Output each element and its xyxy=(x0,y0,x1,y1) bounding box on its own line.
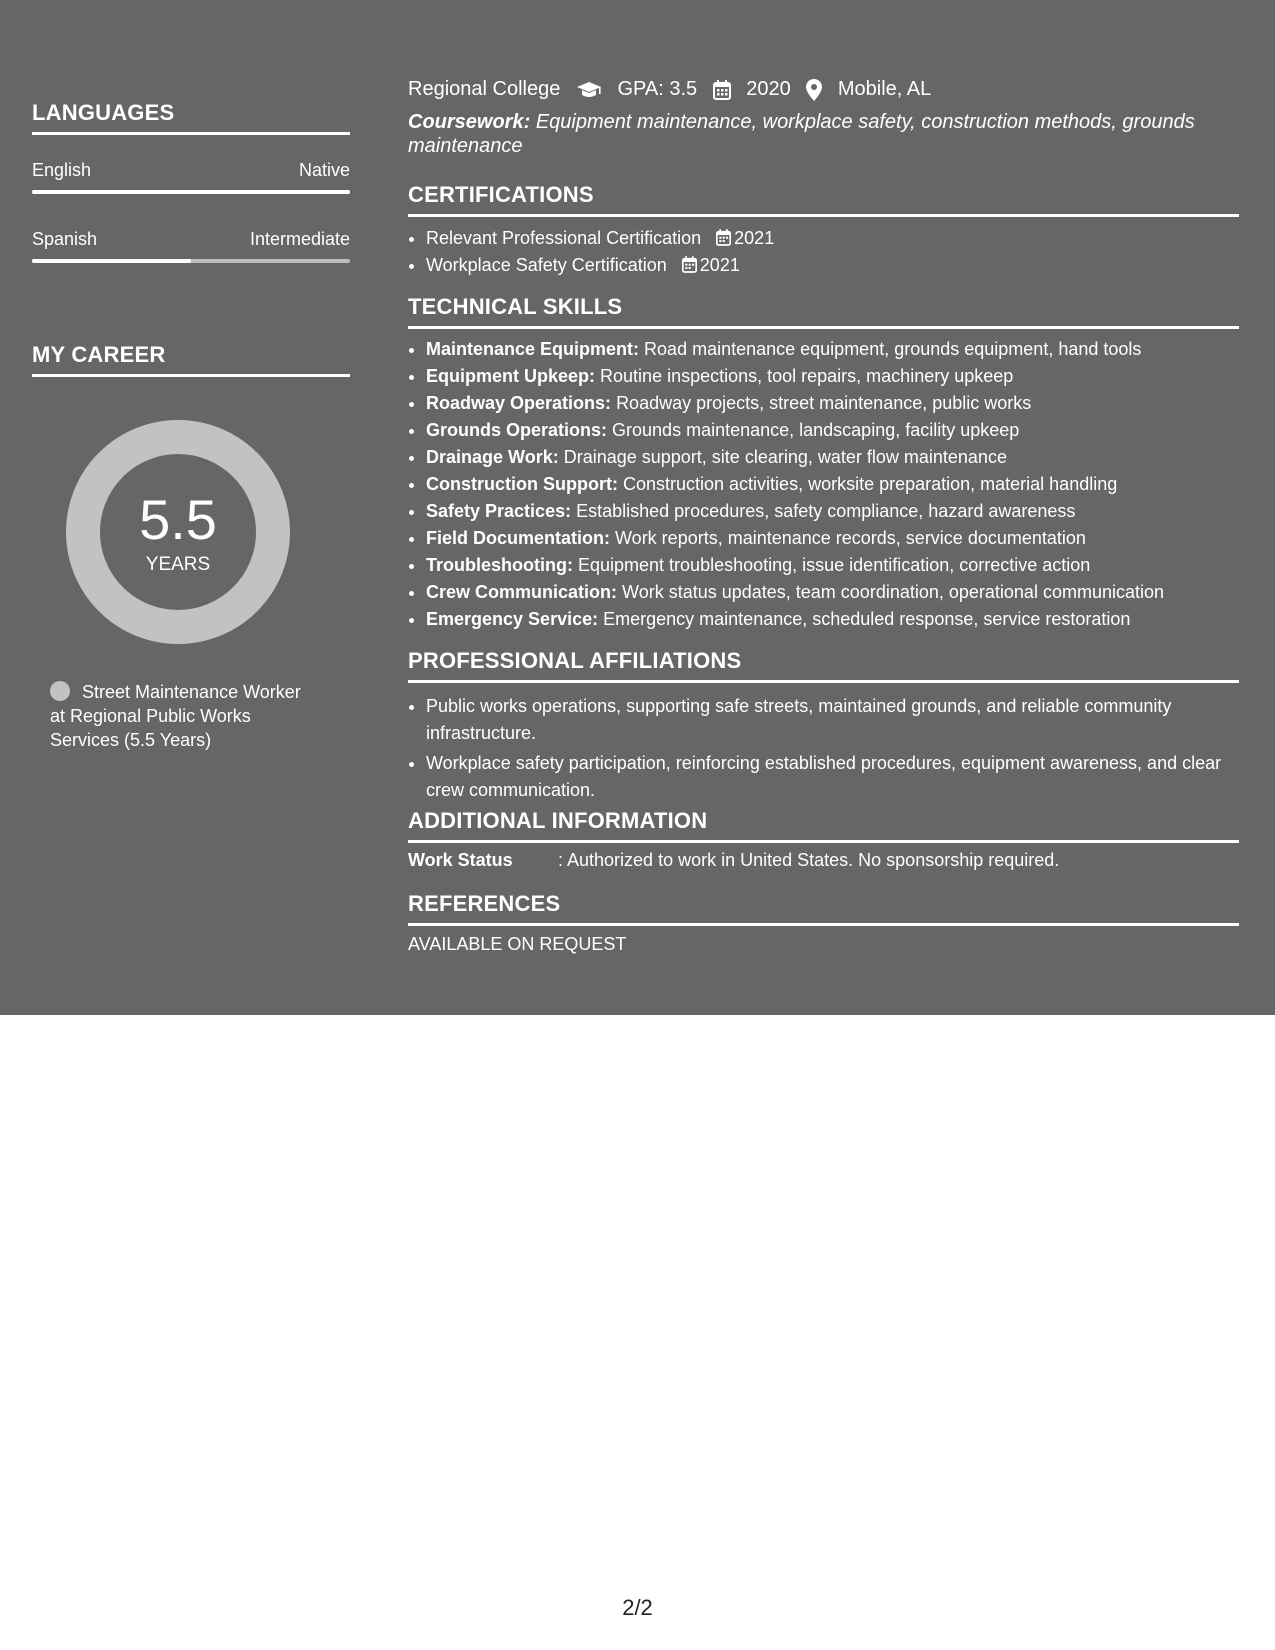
location-pin-icon xyxy=(806,79,822,101)
skill-text: Routine inspections, tool repairs, machinery upkeep xyxy=(600,366,1014,386)
list-item xyxy=(426,444,1239,471)
list-item xyxy=(426,525,1239,552)
section-divider xyxy=(32,132,350,135)
skill-label: Grounds Operations: xyxy=(426,420,608,440)
skill-text: Equipment troubleshooting, issue identification, corrective action xyxy=(578,555,1091,575)
skill-text: Road maintenance equipment, grounds equipment, hand tools xyxy=(644,339,1142,359)
list-item xyxy=(426,552,1239,579)
education-location: Mobile, AL xyxy=(837,78,932,101)
section-divider xyxy=(408,840,1239,843)
skill-text: Emergency maintenance, scheduled response, service restoration xyxy=(603,609,1131,629)
work-status-label: Work Status xyxy=(408,850,513,870)
languages-heading: LANGUAGES xyxy=(32,100,175,125)
skill-label: Drainage Work: xyxy=(426,447,559,467)
coursework xyxy=(408,110,1239,158)
career-dot-icon xyxy=(50,681,70,701)
list-item xyxy=(426,579,1239,606)
career-section xyxy=(32,342,350,377)
career-entry-text: Street Maintenance Worker at Regional Public Works Services (5.5 Years) xyxy=(50,682,301,750)
list-item xyxy=(426,225,1239,252)
references-text: AVAILABLE ON REQUEST xyxy=(408,934,627,954)
section-divider xyxy=(408,923,1239,926)
affiliations-list xyxy=(408,693,1239,804)
language-name: English xyxy=(32,160,92,180)
certifications-section xyxy=(408,182,1239,279)
affiliations-heading: PROFESSIONAL AFFILIATIONS xyxy=(408,648,742,673)
calendar-icon xyxy=(716,229,731,246)
skill-text: Established procedures, safety compliance, hazard awareness xyxy=(576,501,1076,521)
technical-skills-section xyxy=(408,294,1239,633)
list-item xyxy=(426,363,1239,390)
skill-label: Construction Support: xyxy=(426,474,618,494)
technical-skills-heading: TECHNICAL SKILLS xyxy=(408,294,623,319)
certifications-heading: CERTIFICATIONS xyxy=(408,182,594,207)
list-item: • Workplace safety participation, reinforcing established procedures, equipment awareness, and clear crew communication. xyxy=(426,750,1239,804)
graduation-cap-icon xyxy=(576,81,602,99)
language-level: Native xyxy=(298,160,350,180)
page-number: 2/2 xyxy=(622,1595,653,1620)
language-proficiency-bar xyxy=(32,259,350,263)
certification-name: Workplace Safety Certification xyxy=(426,255,667,275)
proficiency-fill xyxy=(32,190,350,194)
proficiency-fill xyxy=(32,259,191,263)
career-years-unit: YEARS xyxy=(145,554,211,575)
career-heading: MY CAREER xyxy=(32,342,166,367)
skill-label: Safety Practices: xyxy=(426,501,572,521)
calendar-icon xyxy=(682,256,697,273)
affiliations-section xyxy=(408,648,1239,807)
calendar-icon xyxy=(713,80,731,100)
section-divider xyxy=(32,374,350,377)
certification-year: 2021 xyxy=(699,255,740,275)
list-item xyxy=(426,252,1239,279)
career-years-label xyxy=(66,420,290,644)
language-name: Spanish xyxy=(32,229,98,249)
languages-section xyxy=(32,100,350,135)
career-entry xyxy=(50,680,320,752)
skills-list xyxy=(408,336,1239,633)
certifications-list xyxy=(408,225,1239,279)
skill-label: Crew Communication: xyxy=(426,582,618,602)
skill-text: Roadway projects, street maintenance, public works xyxy=(616,393,1032,413)
list-item xyxy=(426,498,1239,525)
skill-text: Work status updates, team coordination, operational communication xyxy=(622,582,1164,602)
skill-label: Equipment Upkeep: xyxy=(426,366,596,386)
section-divider xyxy=(408,326,1239,329)
references-heading: REFERENCES xyxy=(408,891,561,916)
work-status xyxy=(408,850,1059,871)
education-school: Regional College xyxy=(408,78,561,101)
additional-info-section xyxy=(408,808,1239,843)
list-item xyxy=(426,390,1239,417)
list-item xyxy=(426,471,1239,498)
additional-info-heading: ADDITIONAL INFORMATION xyxy=(408,808,708,833)
list-item xyxy=(426,336,1239,363)
references-section xyxy=(408,891,1239,926)
skill-text: Drainage support, site clearing, water flow maintenance xyxy=(563,447,1007,467)
skill-label: Emergency Service: xyxy=(426,609,599,629)
education-gpa: GPA: 3.5 xyxy=(617,78,698,101)
list-item xyxy=(426,417,1239,444)
coursework-label: Coursework: xyxy=(408,111,531,133)
work-status-value: : Authorized to work in United States. No sponsorship required. xyxy=(558,850,1060,870)
coursework-text: Equipment maintenance, workplace safety, construction methods, grounds maintenance xyxy=(408,111,1195,157)
certification-year: 2021 xyxy=(734,228,775,248)
language-proficiency-bar xyxy=(32,190,350,194)
section-divider xyxy=(408,680,1239,683)
skill-label: Maintenance Equipment: xyxy=(426,339,640,359)
certification-name: Relevant Professional Certification xyxy=(426,228,702,248)
skill-text: Construction activities, worksite preparation, material handling xyxy=(623,474,1118,494)
skill-label: Troubleshooting: xyxy=(426,555,573,575)
skill-label: Field Documentation: xyxy=(426,528,610,548)
education-line xyxy=(408,78,1239,101)
section-divider xyxy=(408,214,1239,217)
list-item: • Public works operations, supporting safe streets, maintained grounds, and reliable community infrastructure. xyxy=(426,693,1239,747)
education-year: 2020 xyxy=(746,78,791,101)
career-years-value: 5.5 xyxy=(139,488,217,551)
list-item xyxy=(426,606,1239,633)
skill-label: Roadway Operations: xyxy=(426,393,612,413)
language-level: Intermediate xyxy=(249,229,350,249)
skill-text: Grounds maintenance, landscaping, facility upkeep xyxy=(612,420,1020,440)
skill-text: Work reports, maintenance records, service documentation xyxy=(615,528,1086,548)
